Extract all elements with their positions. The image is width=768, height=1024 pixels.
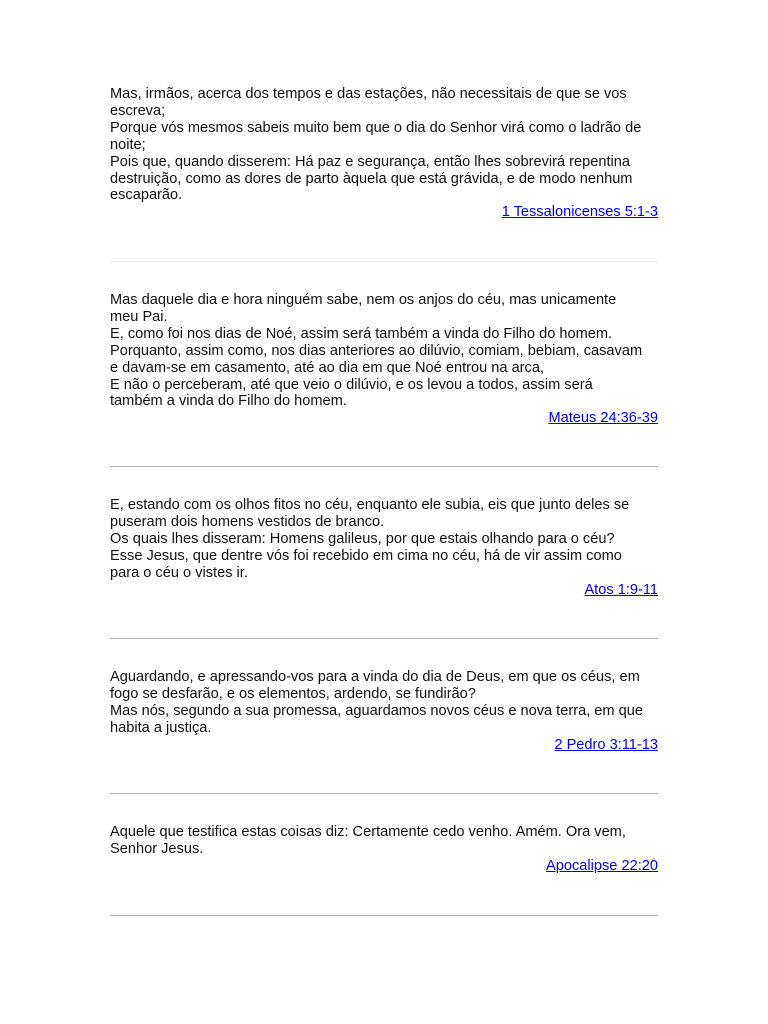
verse-line: escaparão. [110,187,183,204]
reference-row [110,737,658,754]
scripture-reference-link[interactable]: 1 Tessalonicenses 5:1-3 [501,204,658,221]
separator-line [110,261,658,262]
verse-line: Mas, irmãos, acerca dos tempos e das estações, não necessitais de que se vos [110,86,627,102]
scripture-reference-link[interactable]: Atos 1:9-11 [584,581,658,598]
verse-line: também a vinda do Filho do homem. [110,393,347,410]
verse-line: fogo se desfarão, e os elementos, ardendo, se fundirão? [110,685,476,702]
separator-line [110,915,658,916]
verse-line: meu Pai. [110,308,168,325]
verse-line: habita a justiça. [110,719,212,736]
scripture-reference-link[interactable]: 2 Pedro 3:11-13 [554,736,658,753]
separator-line [110,793,658,794]
passage-text [110,669,658,737]
verse-line: E não o perceberam, até que veio o dilúvio, e os levou a todos, assim será [110,376,593,393]
verse-line: Aguardando, e apressando-vos para a vinda do dia de Deus, em que os céus, em [110,669,640,685]
verse-line: Aquele que testifica estas coisas diz: Certamente cedo venho. Amém. Ora vem, [110,824,626,840]
reference-row [110,582,658,599]
verse-line: E, estando com os olhos fitos no céu, enquanto ele subia, eis que junto deles se [110,497,630,513]
verse-line: para o céu o vistes ir. [110,564,248,581]
scripture-reference-link[interactable]: Apocalipse 22:20 [546,857,658,874]
reference-row [110,204,658,221]
verse-line: Senhor Jesus. [110,840,204,857]
verse-line: Porque vós mesmos sabeis muito bem que o dia do Senhor virá como o ladrão de [110,119,642,136]
passage-3 [110,497,658,598]
verse-line: e davam-se em casamento, até ao dia em que Noé entrou na arca, [110,359,545,376]
verse-line: Pois que, quando disserem: Há paz e segurança, então lhes sobrevirá repentina [110,153,631,170]
separator-line [110,638,658,639]
verse-line: E, como foi nos dias de Noé, assim será também a vinda do Filho do homem. [110,325,613,342]
verse-line: escreva; [110,102,166,119]
passage-2 [110,292,658,427]
verse-line: destruição, como as dores de parto àquela que está grávida, e de modo nenhum [110,170,633,187]
passage-5 [110,824,658,875]
verse-line: puseram dois homens vestidos de branco. [110,513,385,530]
verse-line: Mas nós, segundo a sua promessa, aguardamos novos céus e nova terra, em que [110,702,643,719]
reference-row [110,858,658,875]
reference-row [110,410,658,427]
passage-1 [110,86,658,221]
passage-text [110,497,658,582]
passage-text [110,86,658,204]
separator-line [110,466,658,467]
verse-line: Mas daquele dia e hora ninguém sabe, nem os anjos do céu, mas unicamente [110,292,617,308]
verse-line: Esse Jesus, que dentre vós foi recebido em cima no céu, há de vir assim como [110,547,622,564]
verse-line: noite; [110,136,146,153]
scripture-reference-link[interactable]: Mateus 24:36-39 [548,410,658,427]
passage-text [110,292,658,410]
verse-line: Porquanto, assim como, nos dias anteriores ao dilúvio, comiam, bebiam, casavam [110,342,643,359]
passage-4 [110,669,658,754]
passage-text [110,824,658,858]
verse-line: Os quais lhes disseram: Homens galileus, por que estais olhando para o céu? [110,530,615,547]
